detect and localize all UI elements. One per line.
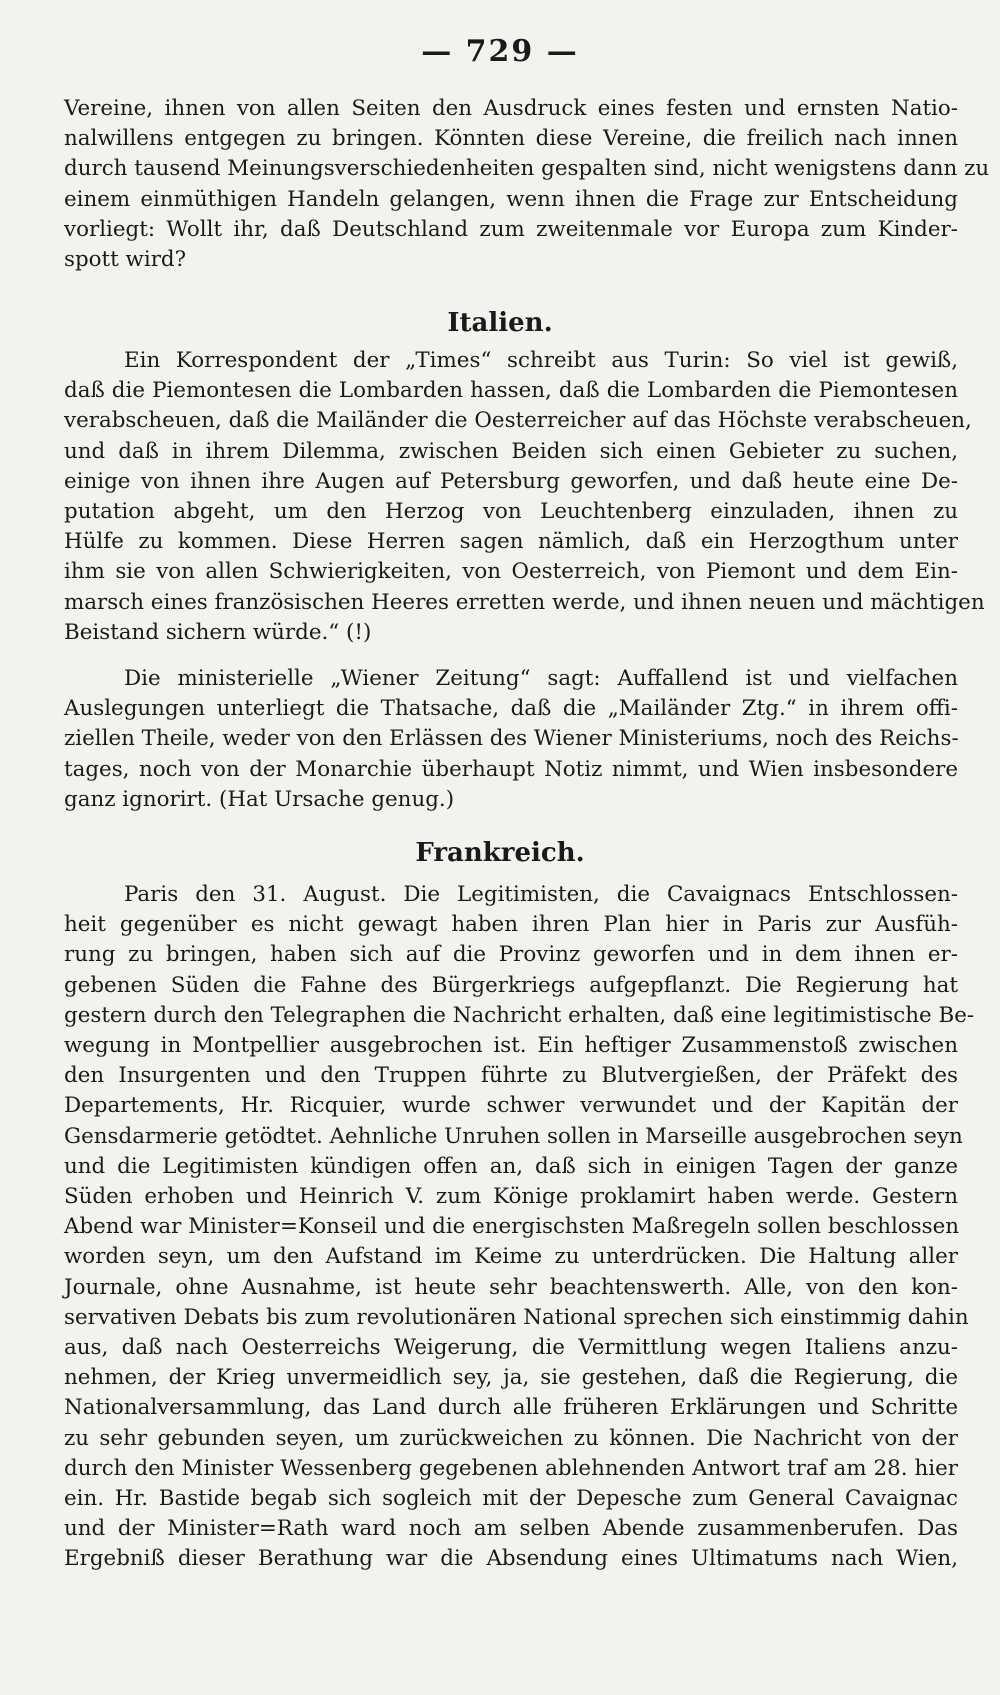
text-line: spott wird? bbox=[64, 247, 187, 273]
text-line: Paris den 31. August. Die Legitimisten, die Cavaignacs Entschlossen- bbox=[124, 882, 958, 907]
italien-paragraph-1 bbox=[64, 346, 985, 648]
text-line: aus, daß nach Oesterreichs Weigerung, die Vermittlung wegen Italiens anzu- bbox=[64, 1335, 958, 1361]
text-line: Hülfe zu kommen. Diese Herren sagen nämlich, daß ein Herzogthum unter bbox=[64, 529, 958, 555]
text-line: Ergebniß dieser Berathung war die Absendung eines Ultimatums nach Wien, bbox=[64, 1546, 958, 1572]
text-line: und daß in ihrem Dilemma, zwischen Beiden sich einen Gebieter zu suchen, bbox=[64, 438, 958, 464]
text-line: nalwillens entgegen zu bringen. Könnten diese Vereine, die freilich nach innen bbox=[64, 126, 958, 152]
text-line: Journale, ohne Ausnahme, ist heute sehr beachtenswerth. Alle, von den kon- bbox=[64, 1274, 958, 1300]
text-line: ziellen Theile, weder von den Erlässen des Wiener Ministeriums, noch des Reichs- bbox=[64, 726, 959, 752]
text-line: Die ministerielle „Wiener Zeitung“ sagt: Auffallend ist und vielfachen bbox=[124, 666, 958, 691]
text-line: ganz ignorirt. (Hat Ursache genug.) bbox=[64, 786, 455, 812]
text-line: ein. Hr. Bastide begab sich sogleich mit der Depesche zum General Cavaignac bbox=[64, 1486, 958, 1512]
text-line: Süden erhoben und Heinrich V. zum Könige proklamirt haben werde. Gestern bbox=[64, 1184, 958, 1210]
text-line: Gensdarmerie getödtet. Aehnliche Unruhen sollen in Marseille ausgebrochen seyn bbox=[64, 1123, 963, 1149]
text-line: daß die Piemontesen die Lombarden hassen, daß die Lombarden die Piemontesen bbox=[64, 378, 958, 404]
text-line: servativen Debats bis zum revolutionären National sprechen sich einstimmig dahin bbox=[64, 1304, 969, 1330]
text-line: gebenen Süden die Fahne des Bürgerkriegs aufgepflanzt. Die Regierung hat bbox=[64, 972, 958, 998]
text-line: Beistand sichern würde.“ (!) bbox=[64, 619, 372, 645]
text-line: Departements, Hr. Ricquier, wurde schwer verwundet und der Kapitän der bbox=[64, 1093, 958, 1119]
text-line: Abend war Minister=Konseil und die energischsten Maßregeln sollen beschlossen bbox=[64, 1214, 960, 1240]
text-line: putation abgeht, um den Herzog von Leuchtenberg einzuladen, ihnen zu bbox=[64, 499, 958, 525]
text-line: rung zu bringen, haben sich auf die Provinz geworfen und in dem ihnen er- bbox=[64, 942, 958, 968]
text-line: wegung in Montpellier ausgebrochen ist. Ein heftiger Zusammenstoß zwischen bbox=[64, 1033, 958, 1059]
italien-paragraph-2 bbox=[64, 664, 958, 815]
text-line: vorliegt: Wollt ihr, daß Deutschland zum zweitenmale vor Europa zum Kinder- bbox=[64, 216, 958, 242]
text-line: heit gegenüber es nicht gewagt haben ihren Plan hier in Paris zur Ausfüh- bbox=[64, 912, 958, 938]
text-line: worden seyn, um den Aufstand im Keime zu unterdrücken. Die Haltung aller bbox=[64, 1244, 958, 1270]
text-line: gestern durch den Telegraphen die Nachricht erhalten, daß eine legitimistische Be- bbox=[64, 1002, 975, 1028]
text-line: durch tausend Meinungsverschiedenheiten gespalten sind, nicht wenigstens dann zu bbox=[64, 156, 990, 182]
text-line: und der Minister=Rath ward noch am selben Abende zusammenberufen. Das bbox=[64, 1516, 958, 1542]
frankreich-paragraph-1 bbox=[64, 880, 975, 1575]
intro-paragraph bbox=[64, 94, 990, 275]
text-line: einige von ihnen ihre Augen auf Petersburg geworfen, und daß heute eine De- bbox=[64, 468, 958, 494]
text-line: marsch eines französischen Heeres erretten werde, und ihnen neuen und mächtigen bbox=[64, 589, 985, 615]
text-line: zu sehr gebunden seyen, um zurückweichen zu können. Die Nachricht von der bbox=[64, 1425, 958, 1451]
text-line: Ein Korrespondent der „Times“ schreibt aus Turin: So viel ist gewiß, bbox=[124, 348, 958, 373]
text-line: verabscheuen, daß die Mailänder die Oesterreicher auf das Höchste verabscheuen, bbox=[64, 408, 972, 434]
text-line: einem einmüthigen Handeln gelangen, wenn ihnen die Frage zur Entscheidung bbox=[64, 186, 958, 212]
section-heading-italien: Italien. bbox=[447, 308, 553, 338]
text-line: ihm sie von allen Schwierigkeiten, von Oesterreich, von Piemont und dem Ein- bbox=[64, 559, 958, 585]
text-line: durch den Minister Wessenberg gegebenen ablehnenden Antwort traf am 28. hier bbox=[64, 1455, 958, 1481]
text-line: tages, noch von der Monarchie überhaupt Notiz nimmt, und Wien insbesondere bbox=[64, 756, 958, 782]
page-number: — 729 — bbox=[421, 34, 579, 69]
text-line: Vereine, ihnen von allen Seiten den Ausdruck eines festen und ernsten Natio- bbox=[64, 96, 958, 121]
text-line: den Insurgenten und den Truppen führte zu Blutvergießen, der Präfekt des bbox=[64, 1063, 958, 1089]
section-heading-frankreich: Frankreich. bbox=[415, 838, 585, 868]
text-line: und die Legitimisten kündigen offen an, daß sich in einigen Tagen der ganze bbox=[64, 1153, 958, 1179]
text-line: nehmen, der Krieg unvermeidlich sey, ja, sie gestehen, daß die Regierung, die bbox=[64, 1365, 958, 1391]
text-line: Auslegungen unterliegt die Thatsache, daß die „Mailänder Ztg.“ in ihrem offi- bbox=[64, 696, 958, 722]
text-line: Nationalversammlung, das Land durch alle früheren Erklärungen und Schritte bbox=[64, 1395, 958, 1421]
